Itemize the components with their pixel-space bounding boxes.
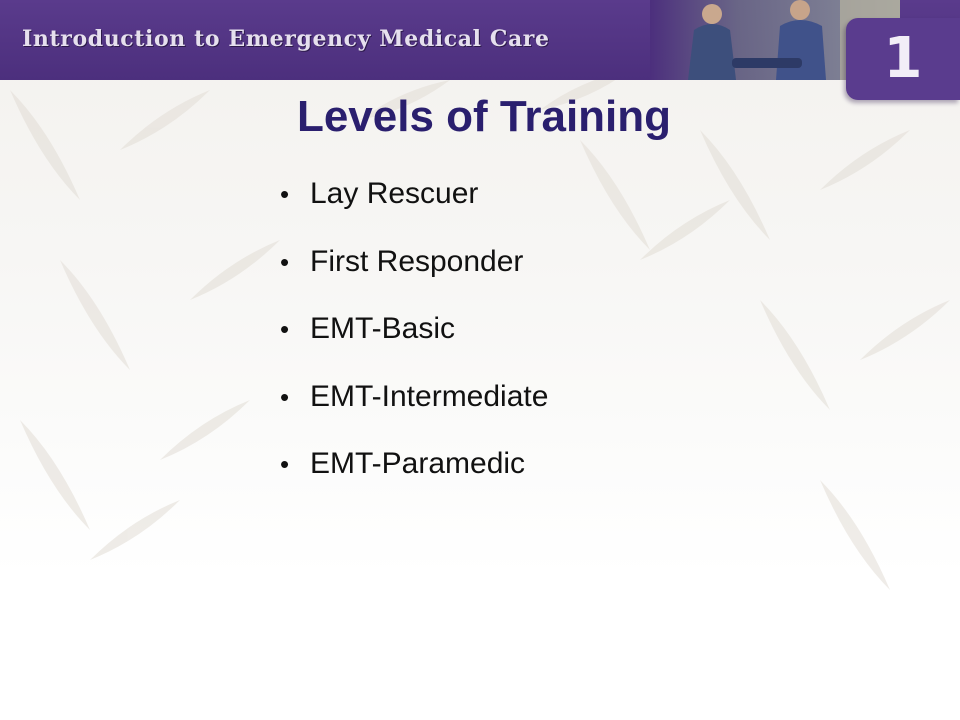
course-title: Introduction to Emergency Medical Care <box>22 26 550 52</box>
bullet-icon: • <box>280 246 290 277</box>
chapter-tab <box>846 18 960 100</box>
chapter-number: 1 <box>883 26 923 91</box>
bullet-icon: • <box>280 179 290 209</box>
bullet-text: Lay Rescuer <box>310 177 479 210</box>
slide-title: Levels of Training <box>296 92 672 141</box>
bullet-text: EMT-Intermediate <box>310 379 549 413</box>
header-bar <box>0 0 960 80</box>
bullet-text: First Responder <box>310 244 524 278</box>
bullet-icon: • <box>280 381 290 412</box>
bullet-text: EMT-Paramedic <box>310 447 526 480</box>
bullet-icon: • <box>280 449 290 479</box>
bullet-text: EMT-Basic <box>310 312 456 345</box>
bullet-icon: • <box>280 314 290 344</box>
